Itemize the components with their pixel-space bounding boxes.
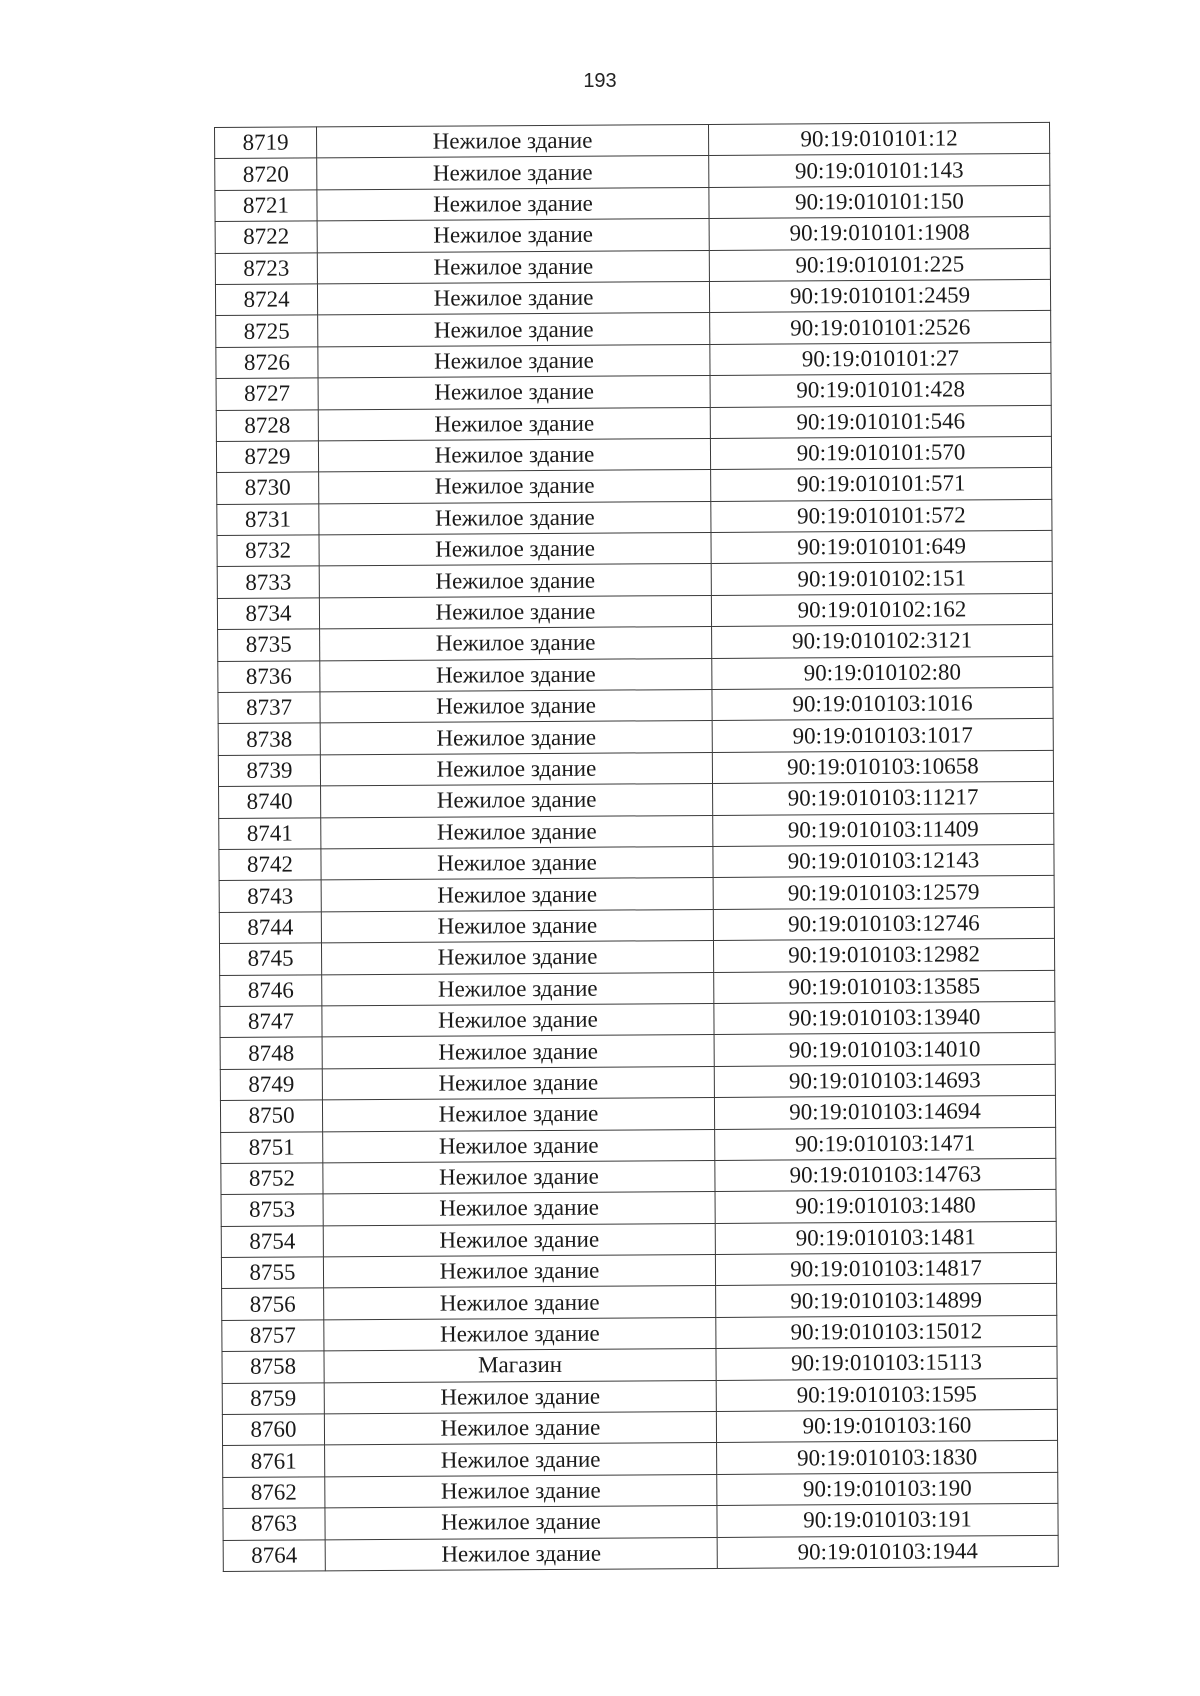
object-name-cell: Нежилое здание [324, 1286, 716, 1320]
object-name-cell: Нежилое здание [320, 658, 712, 692]
table-row [223, 1472, 1058, 1508]
table-row [215, 279, 1050, 315]
cadastral-number-cell: 90:19:010101:143 [709, 154, 1050, 187]
table-row [220, 1001, 1055, 1037]
cadastral-number-cell: 90:19:010103:13585 [714, 970, 1055, 1003]
object-name-cell: Нежилое здание [320, 690, 712, 724]
table-row [217, 562, 1052, 598]
table-row [223, 1504, 1058, 1540]
table-row [222, 1284, 1057, 1320]
object-name-cell: Нежилое здание [321, 941, 713, 975]
cadastral-number-cell: 90:19:010101:649 [711, 530, 1052, 563]
object-name-cell: Нежилое здание [317, 219, 709, 253]
object-name-cell: Нежилое здание [323, 1192, 715, 1226]
row-number-cell: 8764 [223, 1539, 325, 1571]
cadastral-number-cell: 90:19:010101:12 [708, 122, 1049, 155]
cadastral-number-cell: 90:19:010103:191 [717, 1504, 1058, 1537]
object-name-cell: Нежилое здание [322, 1035, 714, 1069]
row-number-cell: 8745 [219, 943, 321, 975]
table-row [218, 656, 1053, 692]
row-number-cell: 8753 [221, 1194, 323, 1226]
cadastral-number-cell: 90:19:010101:572 [711, 499, 1052, 532]
table-row [218, 719, 1053, 755]
cadastral-number-cell: 90:19:010102:151 [711, 562, 1052, 595]
object-name-cell: Нежилое здание [322, 972, 714, 1006]
row-number-cell: 8726 [216, 347, 318, 379]
object-name-cell: Магазин [324, 1349, 716, 1383]
object-name-cell: Нежилое здание [321, 909, 713, 943]
cadastral-number-cell: 90:19:010103:11217 [713, 782, 1054, 815]
row-number-cell: 8754 [221, 1226, 323, 1258]
object-name-cell: Нежилое здание [325, 1506, 717, 1540]
row-number-cell: 8744 [219, 912, 321, 944]
object-name-cell: Нежилое здание [317, 281, 709, 315]
object-name-cell: Нежилое здание [323, 1255, 715, 1289]
cadastral-number-cell: 90:19:010103:12982 [713, 939, 1054, 972]
object-name-cell: Нежилое здание [321, 784, 713, 818]
object-name-cell: Нежилое здание [321, 815, 713, 849]
cadastral-number-cell: 90:19:010101:546 [710, 405, 1051, 438]
object-name-cell: Нежилое здание [317, 187, 709, 221]
page-number: 193 [583, 70, 617, 92]
row-number-cell: 8750 [220, 1100, 322, 1132]
table-row [217, 468, 1052, 504]
cadastral-number-cell: 90:19:010101:2526 [710, 311, 1051, 344]
table-row [215, 217, 1050, 253]
cadastral-number-cell: 90:19:010103:12579 [713, 876, 1054, 909]
row-number-cell: 8757 [222, 1320, 324, 1352]
cadastral-number-cell: 90:19:010103:11409 [713, 813, 1054, 846]
cadastral-number-cell: 90:19:010102:3121 [712, 625, 1053, 658]
cadastral-number-cell: 90:19:010103:14693 [714, 1064, 1055, 1097]
row-number-cell: 8763 [223, 1508, 325, 1540]
cadastral-number-cell: 90:19:010103:14763 [715, 1158, 1056, 1191]
object-name-cell: Нежилое здание [324, 1317, 716, 1351]
row-number-cell: 8725 [216, 315, 318, 347]
object-name-cell: Нежилое здание [320, 721, 712, 755]
table-row [219, 876, 1054, 912]
object-name-cell: Нежилое здание [321, 878, 713, 912]
cadastral-number-cell: 90:19:010102:162 [711, 593, 1052, 626]
table-row [221, 1221, 1056, 1257]
table-row [219, 782, 1054, 818]
table-row [223, 1441, 1058, 1477]
object-name-cell: Нежилое здание [325, 1537, 717, 1571]
cadastral-number-cell: 90:19:010101:571 [711, 468, 1052, 501]
table-row [217, 593, 1052, 629]
cadastral-number-cell: 90:19:010103:190 [717, 1472, 1058, 1505]
cadastral-number-cell: 90:19:010103:13940 [714, 1001, 1055, 1034]
table-row [220, 1033, 1055, 1069]
row-number-cell: 8737 [218, 692, 320, 724]
object-name-cell: Нежилое здание [323, 1223, 715, 1257]
object-name-cell: Нежилое здание [322, 1066, 714, 1100]
table-row [219, 939, 1054, 975]
table-row [221, 1252, 1056, 1288]
registry-table [214, 122, 1059, 1572]
row-number-cell: 8759 [222, 1382, 324, 1414]
table-row [218, 687, 1053, 723]
row-number-cell: 8723 [215, 252, 317, 284]
cadastral-number-cell: 90:19:010103:1944 [717, 1535, 1058, 1568]
cadastral-number-cell: 90:19:010103:1480 [715, 1190, 1056, 1223]
cadastral-number-cell: 90:19:010103:160 [716, 1409, 1057, 1442]
row-number-cell: 8748 [220, 1037, 322, 1069]
table-row [217, 499, 1052, 535]
table-row [218, 625, 1053, 661]
cadastral-number-cell: 90:19:010103:14010 [714, 1033, 1055, 1066]
object-name-cell: Нежилое здание [318, 344, 710, 378]
cadastral-number-cell: 90:19:010101:1908 [709, 217, 1050, 250]
cadastral-number-cell: 90:19:010101:428 [710, 374, 1051, 407]
table-row [223, 1535, 1058, 1571]
cadastral-number-cell: 90:19:010103:1830 [717, 1441, 1058, 1474]
object-name-cell: Нежилое здание [319, 470, 711, 504]
cadastral-number-cell: 90:19:010103:1016 [712, 687, 1053, 720]
object-name-cell: Нежилое здание [317, 156, 709, 190]
cadastral-number-cell: 90:19:010103:12143 [713, 844, 1054, 877]
row-number-cell: 8729 [216, 441, 318, 473]
table-row [219, 844, 1054, 880]
object-name-cell: Нежилое здание [324, 1380, 716, 1414]
object-name-cell: Нежилое здание [325, 1474, 717, 1508]
row-number-cell: 8730 [217, 472, 319, 504]
object-name-cell: Нежилое здание [323, 1160, 715, 1194]
object-name-cell: Нежилое здание [319, 595, 711, 629]
table-row [221, 1190, 1056, 1226]
object-name-cell: Нежилое здание [318, 438, 710, 472]
object-name-cell: Нежилое здание [318, 407, 710, 441]
row-number-cell: 8734 [217, 598, 319, 630]
cadastral-number-cell: 90:19:010103:14817 [715, 1252, 1056, 1285]
cadastral-number-cell: 90:19:010101:2459 [709, 279, 1050, 312]
table-row [222, 1315, 1057, 1351]
cadastral-number-cell: 90:19:010103:12746 [713, 907, 1054, 940]
row-number-cell: 8733 [217, 566, 319, 598]
table-row [219, 907, 1054, 943]
row-number-cell: 8749 [220, 1069, 322, 1101]
row-number-cell: 8752 [221, 1163, 323, 1195]
row-number-cell: 8760 [222, 1414, 324, 1446]
table-row [216, 311, 1051, 347]
cadastral-number-cell: 90:19:010101:27 [710, 342, 1051, 375]
table-row [222, 1347, 1057, 1383]
table-row [218, 750, 1053, 786]
row-number-cell: 8724 [215, 284, 317, 316]
table-row [215, 248, 1050, 284]
table-row [220, 1095, 1055, 1131]
table-row [222, 1378, 1057, 1414]
table-row [215, 185, 1050, 221]
table-row [222, 1409, 1057, 1445]
row-number-cell: 8736 [218, 661, 320, 693]
table-row [216, 436, 1051, 472]
cadastral-number-cell: 90:19:010103:14899 [716, 1284, 1057, 1317]
row-number-cell: 8727 [216, 378, 318, 410]
cadastral-number-cell: 90:19:010103:14694 [714, 1095, 1055, 1128]
row-number-cell: 8761 [223, 1445, 325, 1477]
cadastral-number-cell: 90:19:010103:1017 [712, 719, 1053, 752]
object-name-cell: Нежилое здание [325, 1443, 717, 1477]
row-number-cell: 8742 [219, 849, 321, 881]
cadastral-number-cell: 90:19:010101:570 [710, 436, 1051, 469]
row-number-cell: 8762 [223, 1477, 325, 1509]
row-number-cell: 8740 [219, 786, 321, 818]
cadastral-number-cell: 90:19:010102:80 [712, 656, 1053, 689]
object-name-cell: Нежилое здание [322, 1098, 714, 1132]
object-name-cell: Нежилое здание [317, 124, 709, 158]
row-number-cell: 8722 [215, 221, 317, 253]
row-number-cell: 8755 [221, 1257, 323, 1289]
table-row [220, 1064, 1055, 1100]
row-number-cell: 8731 [217, 504, 319, 536]
object-name-cell: Нежилое здание [320, 627, 712, 661]
row-number-cell: 8735 [218, 629, 320, 661]
row-number-cell: 8746 [220, 974, 322, 1006]
row-number-cell: 8738 [218, 723, 320, 755]
object-name-cell: Нежилое здание [317, 250, 709, 284]
row-number-cell: 8751 [221, 1131, 323, 1163]
object-name-cell: Нежилое здание [318, 376, 710, 410]
object-name-cell: Нежилое здание [322, 1003, 714, 1037]
row-number-cell: 8747 [220, 1006, 322, 1038]
row-number-cell: 8720 [215, 158, 317, 190]
cadastral-number-cell: 90:19:010103:15113 [716, 1347, 1057, 1380]
object-name-cell: Нежилое здание [323, 1129, 715, 1163]
object-name-cell: Нежилое здание [319, 533, 711, 567]
row-number-cell: 8741 [219, 817, 321, 849]
cadastral-number-cell: 90:19:010103:10658 [712, 750, 1053, 783]
row-number-cell: 8756 [222, 1288, 324, 1320]
cadastral-number-cell: 90:19:010103:1595 [716, 1378, 1057, 1411]
table-row [216, 342, 1051, 378]
table-row [221, 1158, 1056, 1194]
table-row [219, 813, 1054, 849]
object-name-cell: Нежилое здание [320, 752, 712, 786]
row-number-cell: 8739 [218, 755, 320, 787]
row-number-cell: 8732 [217, 535, 319, 567]
table-row [217, 530, 1052, 566]
object-name-cell: Нежилое здание [319, 564, 711, 598]
table-row [215, 154, 1050, 190]
object-name-cell: Нежилое здание [319, 501, 711, 535]
object-name-cell: Нежилое здание [318, 313, 710, 347]
cadastral-number-cell: 90:19:010103:1471 [715, 1127, 1056, 1160]
cadastral-number-cell: 90:19:010101:225 [709, 248, 1050, 281]
table-row [220, 970, 1055, 1006]
object-name-cell: Нежилое здание [324, 1411, 716, 1445]
table-body [215, 122, 1059, 1571]
row-number-cell: 8719 [215, 127, 317, 159]
row-number-cell: 8728 [216, 409, 318, 441]
row-number-cell: 8721 [215, 190, 317, 222]
cadastral-number-cell: 90:19:010101:150 [709, 185, 1050, 218]
cadastral-number-cell: 90:19:010103:15012 [716, 1315, 1057, 1348]
table-row [216, 374, 1051, 410]
object-name-cell: Нежилое здание [321, 846, 713, 880]
table-row [216, 405, 1051, 441]
row-number-cell: 8743 [219, 880, 321, 912]
row-number-cell: 8758 [222, 1351, 324, 1383]
table-row [221, 1127, 1056, 1163]
cadastral-number-cell: 90:19:010103:1481 [715, 1221, 1056, 1254]
table-row [215, 122, 1050, 158]
